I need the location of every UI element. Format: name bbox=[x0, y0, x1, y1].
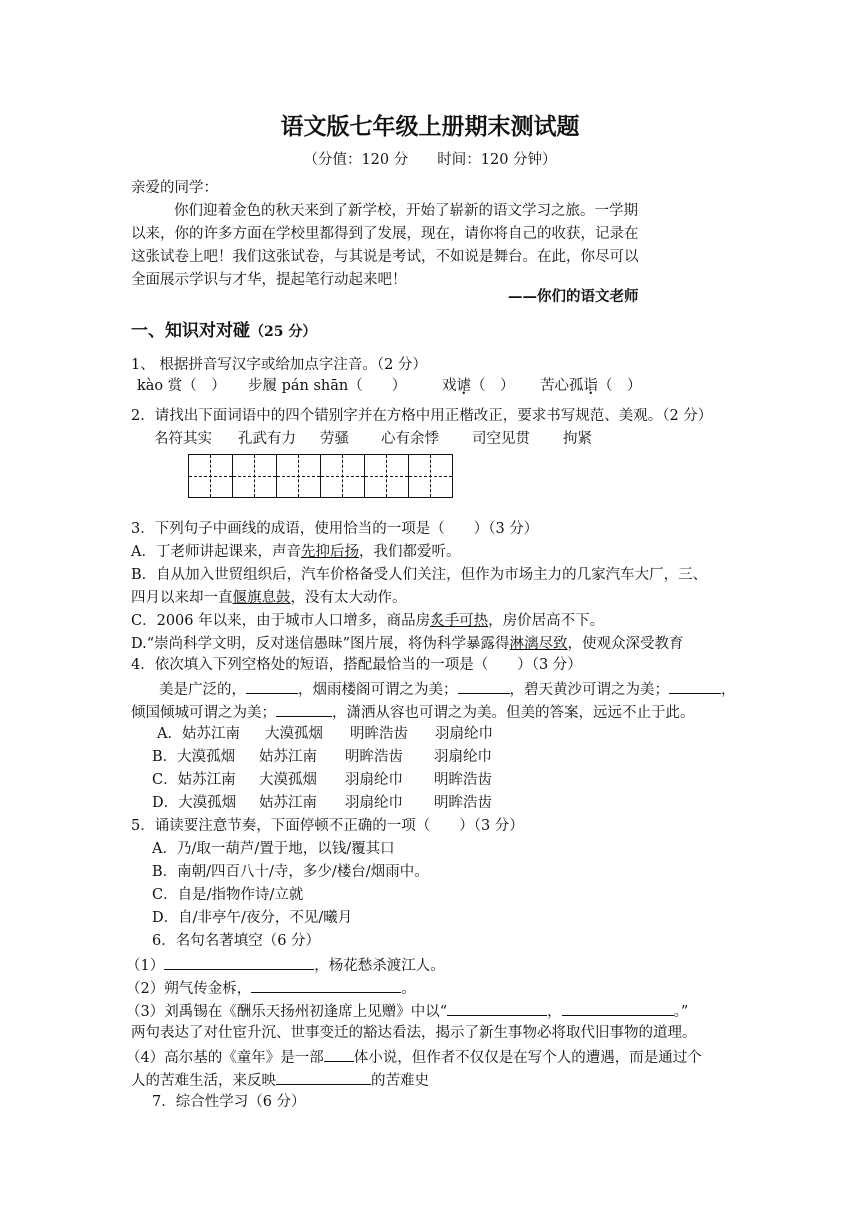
grid-box[interactable] bbox=[189, 455, 233, 497]
q6-item-3-cont: 两句表达了对仕宦升沉、世事变迁的豁达看法，揭示了新生事物必将取代旧事物的道理。 bbox=[131, 1025, 697, 1041]
q2-word: 孔武有力 bbox=[238, 431, 296, 447]
answer-blank[interactable] bbox=[324, 1046, 354, 1062]
answer-blank[interactable] bbox=[669, 678, 721, 694]
q6-item-2: （2）朔气传金柝， 。 bbox=[126, 977, 416, 999]
section-1-points: （25 分） bbox=[250, 324, 317, 340]
grid-box[interactable] bbox=[365, 455, 409, 497]
q6-item-4: （4）高尔基的《童年》是一部 体小说，但作者不仅仅是在写个人的遭遇，而是通过个 bbox=[126, 1046, 702, 1068]
q4-option: C．姑苏江南 大漠孤烟 羽扇纶巾 明眸浩齿 bbox=[152, 772, 492, 788]
dotted-char: 谑 bbox=[456, 378, 471, 394]
answer-blank[interactable] bbox=[458, 678, 510, 694]
q3-option-b: B．自从加入世贸组织后，汽车价格备受人们关注，但作为市场主力的几家汽车大厂，三、 bbox=[131, 567, 708, 583]
q1-item: 戏谑（ ） bbox=[442, 378, 515, 394]
answer-blank[interactable] bbox=[164, 954, 314, 970]
answer-blank[interactable] bbox=[276, 701, 332, 717]
page-title: 语文版七年级上册期末测试题 bbox=[280, 113, 580, 140]
q5-option: D．自/非亭午/夜分，不见/曦月 bbox=[152, 910, 353, 926]
q6-item-4-cont: 人的苦难生活，来反映 的苦难史 bbox=[131, 1069, 429, 1091]
letter-line: 全面展示学识与才华，提起笔行动起来吧！ bbox=[131, 272, 407, 288]
dotted-char: 诣 bbox=[583, 378, 598, 394]
underlined-idiom: 偃旗息鼓 bbox=[232, 590, 291, 606]
letter-line: 以来，你的许多方面在学校里都得到了发展，现在，请你将自己的收获，记录在 bbox=[131, 226, 639, 242]
section-1-heading bbox=[131, 320, 316, 343]
q3-stem: 3．下列句子中画线的成语，使用恰当的一项是（ ）（3 分） bbox=[131, 521, 539, 537]
q4-option: A．姑苏江南 大漠孤烟 明眸浩齿 羽扇纶巾 bbox=[157, 726, 493, 742]
underlined-idiom: 淋漓尽致 bbox=[509, 636, 568, 652]
grid-box[interactable] bbox=[277, 455, 321, 497]
q5-option: A．乃/取一葫芦/置于地，以钱/覆其口 bbox=[152, 841, 395, 857]
q4-option: D．大漠孤烟 姑苏江南 羽扇纶巾 明眸浩齿 bbox=[152, 795, 492, 811]
q1-stem: 1、 根据拼音写汉字或给加点字注音。（2 分） bbox=[131, 357, 427, 373]
grid-box[interactable] bbox=[321, 455, 365, 497]
q1-item: 步履 pán shān（ ） bbox=[248, 378, 407, 394]
q2-word: 心有余悸 bbox=[381, 431, 439, 447]
answer-blank[interactable] bbox=[246, 678, 298, 694]
grid-box[interactable] bbox=[409, 455, 452, 497]
underlined-idiom: 炙手可热 bbox=[430, 613, 489, 629]
answer-blank[interactable] bbox=[276, 1069, 371, 1085]
q6-stem: 6．名句名著填空（6 分） bbox=[152, 933, 321, 949]
q2-word: 名符其实 bbox=[154, 431, 212, 447]
score-time-subtitle: （分值：120 分 时间：120 分钟） bbox=[303, 152, 557, 168]
letter-line: 这张试卷上吧！我们这张试卷，与其说是考试，不如说是舞台。在此，你尽可以 bbox=[131, 249, 639, 265]
q2-stem: 2．请找出下面词语中的四个错别字并在方格中用正楷改正，要求书写规范、美观。（2 分） bbox=[131, 408, 713, 424]
letter-signature: ——你们的语文老师 bbox=[508, 288, 639, 305]
section-1-title: 一、知识对对碰 bbox=[131, 321, 250, 341]
letter-greeting: 亲爱的同学： bbox=[131, 180, 218, 196]
q1-item: kào 赏（ ） bbox=[137, 378, 226, 394]
correction-grid[interactable] bbox=[188, 454, 453, 498]
q4-passage-cont: 倾国倾城可谓之为美； ，潇洒从容也可谓之为美。但美的答案，远远不止于此。 bbox=[131, 701, 695, 723]
grid-box[interactable] bbox=[233, 455, 277, 497]
answer-blank[interactable] bbox=[562, 1000, 674, 1016]
q4-passage: 美是广泛的， ，烟雨楼阁可谓之为美； ，碧天黄沙可谓之为美； ， bbox=[159, 678, 736, 700]
q3-option-d: D.“崇尚科学文明，反对迷信愚昧”图片展，将伪科学暴露得淋漓尽致，使观众深受教育 bbox=[131, 636, 684, 652]
q5-option: B．南朝/四百八十/寺，多少/楼台/烟雨中。 bbox=[152, 864, 429, 880]
answer-blank[interactable] bbox=[251, 977, 401, 993]
q1-item: 苦心孤诣（ ） bbox=[540, 378, 642, 394]
q7-stem: 7．综合性学习（6 分） bbox=[152, 1094, 306, 1110]
q3-option-a: A．丁老师讲起课来，声音先抑后扬，我们都爱听。 bbox=[131, 544, 461, 560]
q2-word: 拘紧 bbox=[563, 431, 592, 447]
q4-stem: 4．依次填入下列空格处的短语，搭配最恰当的一项是（ ）（3 分） bbox=[131, 657, 582, 673]
q3-option-b-cont: 四月以来却一直偃旗息鼓，没有太大动作。 bbox=[131, 590, 407, 606]
q4-option: B．大漠孤烟 姑苏江南 明眸浩齿 羽扇纶巾 bbox=[152, 749, 492, 765]
letter-line: 你们迎着金色的秋天来到了新学校，开始了崭新的语文学习之旅。一学期 bbox=[174, 203, 638, 219]
q2-word: 司空见贯 bbox=[472, 431, 530, 447]
q2-word: 劳骚 bbox=[320, 431, 349, 447]
q6-item-1: （1） ，杨花愁杀渡江人。 bbox=[126, 954, 445, 976]
q5-option: C．自是/指物作诗/立就 bbox=[152, 887, 304, 903]
answer-blank[interactable] bbox=[447, 1000, 547, 1016]
q3-option-c: C．2006 年以来，由于城市人口增多，商品房炙手可热，房价居高不下。 bbox=[131, 613, 605, 629]
q5-stem: 5．诵读要注意节奏，下面停顿不正确的一项（ ）（3 分） bbox=[131, 818, 524, 834]
q6-item-3: （3）刘禹锡在《酬乐天扬州初逢席上见赠》中以“ ， 。” bbox=[126, 1000, 688, 1022]
underlined-idiom: 先抑后扬 bbox=[300, 544, 359, 560]
